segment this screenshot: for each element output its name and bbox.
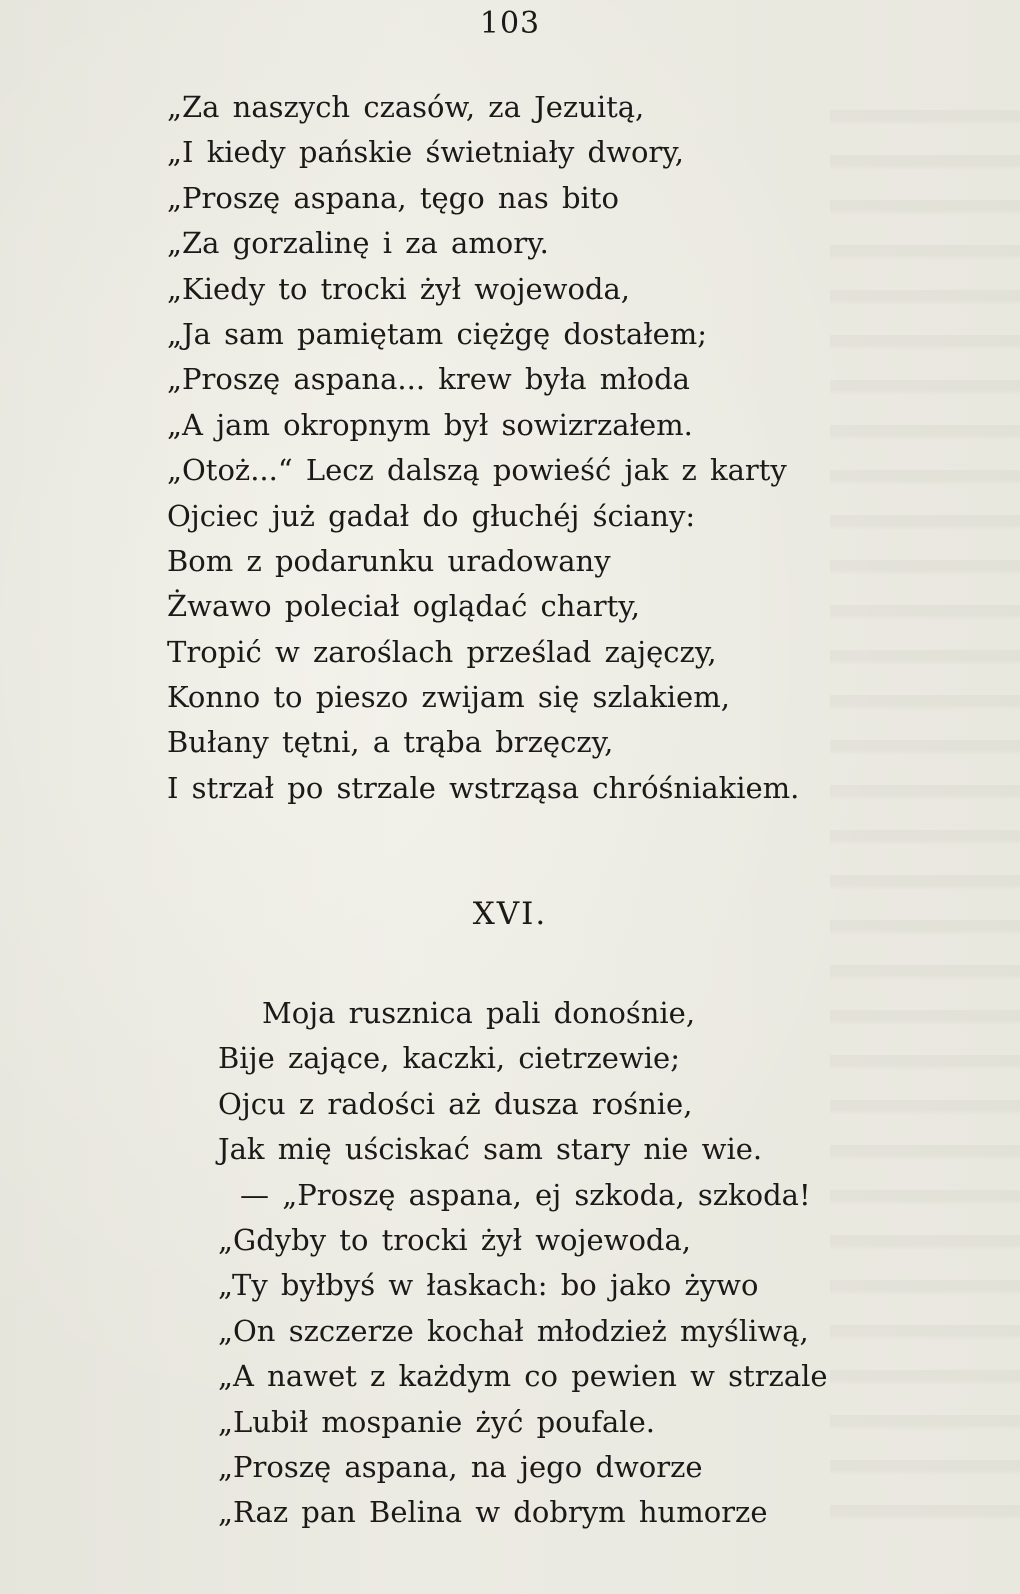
bleed-through-texture <box>830 80 1020 1520</box>
verse-line: Bułany tętni, a trąba brzęczy, <box>167 725 614 760</box>
verse-line: Bom z podarunku uradowany <box>167 543 611 578</box>
verse-line: Konno to pieszo zwijam się szlakiem, <box>167 680 730 715</box>
verse-line: Żwawo poleciał oglądać charty, <box>167 589 641 624</box>
verse-line: „A jam okropnym był sowizrzałem. <box>167 407 693 442</box>
verse-line: „Ty byłbyś w łaskach: bo jako żywo <box>218 1268 759 1303</box>
verse-line: Tropić w zaroślach prześlad zajęczy, <box>167 634 717 669</box>
verse-line: Moja rusznica pali donośnie, <box>262 996 696 1030</box>
verse-line: — „Proszę aspana, ej szkoda, szkoda! <box>240 1177 811 1212</box>
verse-line: „Raz pan Belina w dobrym humorze <box>218 1495 768 1530</box>
verse-line: Ojciec już gadał do głuchéj ściany: <box>167 498 696 533</box>
verse-line: „On szczerze kochał młodzież myśliwą, <box>218 1313 809 1348</box>
verse-line: „Za naszych czasów, za Jezuitą, <box>167 90 645 124</box>
verse-line: „Proszę aspana... krew była młoda <box>167 362 690 397</box>
verse-line: „Proszę aspana, tęgo nas bito <box>167 180 619 215</box>
page-number: 103 <box>479 6 541 41</box>
verse-line: „I kiedy pańskie świetniały dwory, <box>167 135 685 170</box>
verse-line: „Kiedy to trocki żył wojewoda, <box>167 271 630 306</box>
stanza-1 <box>167 85 799 811</box>
verse-line: Bije zające, kaczki, cietrzewie; <box>218 1041 680 1076</box>
verse-line: I strzał po strzale wstrząsa chróśniakiem. <box>167 770 800 805</box>
stanza-2 <box>218 991 828 1536</box>
verse-line: „Lubił mospanie żyć poufale. <box>218 1404 655 1439</box>
verse-line: Jak mię uściskać sam stary nie wie. <box>218 1132 763 1167</box>
verse-line: Ojcu z radości aż dusza rośnie, <box>218 1086 693 1121</box>
section-heading: XVI. <box>472 896 548 932</box>
verse-line: „Za gorzalinę i za amory. <box>167 226 549 261</box>
verse-line: „Ja sam pamiętam ciężgę dostałem; <box>167 316 708 351</box>
verse-line: „Gdyby to trocki żył wojewoda, <box>218 1222 691 1257</box>
verse-line: „Proszę aspana, na jego dworze <box>218 1449 703 1484</box>
verse-line: „A nawet z każdym co pewien w strzale <box>218 1359 828 1394</box>
verse-line: „Otoż...“ Lecz dalszą powieść jak z karty <box>167 453 787 488</box>
